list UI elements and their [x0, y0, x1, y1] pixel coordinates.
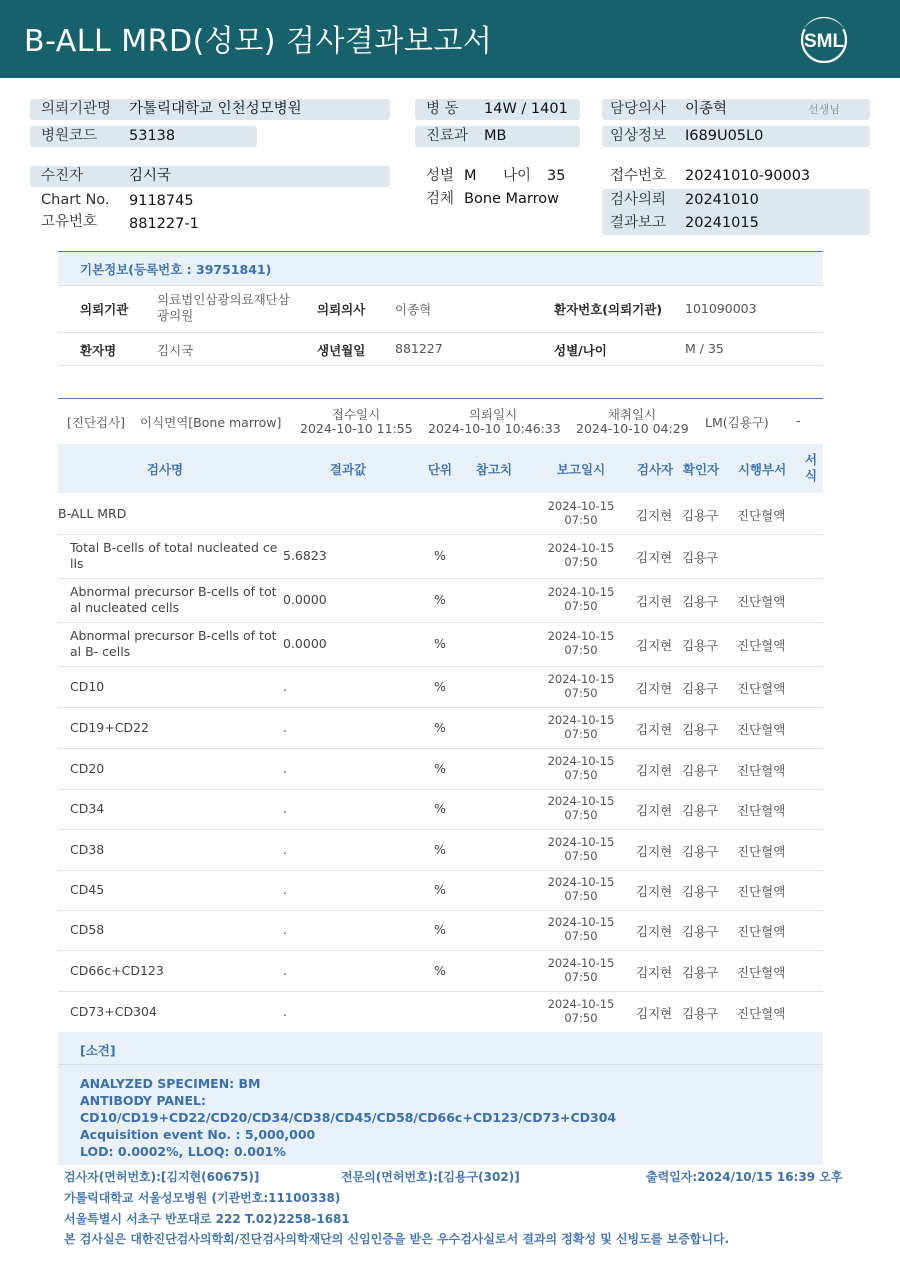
- specimen-label: 검체: [426, 191, 455, 207]
- findings-title: [소견]: [80, 1043, 116, 1058]
- row-result: 5.6823: [283, 548, 327, 563]
- row-divider: [58, 829, 823, 830]
- col-ref: 참고치: [475, 462, 513, 477]
- row-result: .: [283, 841, 287, 857]
- row-test-name: CD19+CD22: [70, 719, 149, 735]
- patient-value: 김시국: [129, 168, 172, 184]
- row-tester: 김지현: [636, 1005, 673, 1021]
- row-tester: 김지현: [636, 843, 673, 859]
- row-report-date: 2024-10-15 07:50: [547, 541, 615, 569]
- row-confirmer: 김용구: [682, 924, 719, 939]
- request-label: 검사의뢰: [610, 192, 667, 208]
- row-confirmer: 김용구: [682, 594, 719, 609]
- col-result: 결과값: [329, 462, 367, 477]
- doctor-label: 담당의사: [610, 101, 667, 117]
- row-result: .: [283, 801, 287, 816]
- row-confirmer: 김용구: [682, 1005, 719, 1021]
- row-dept: 진단혈액: [737, 762, 786, 778]
- age-label: 나이: [503, 168, 532, 184]
- logo-text: SML: [803, 31, 845, 52]
- row-confirmer: 김용구: [682, 964, 719, 980]
- report-label: 결과보고: [610, 215, 667, 231]
- col-name: 검사명: [146, 462, 184, 477]
- row-test-name: CD66c+CD123: [70, 962, 164, 978]
- row-result: .: [283, 922, 287, 937]
- col-date: 보고일시: [556, 462, 606, 477]
- age-value: 35: [547, 168, 566, 184]
- doctor-suffix: 선생님: [808, 103, 840, 116]
- basic-doctor-value: 이종혁: [395, 302, 432, 317]
- row-unit: %: [434, 592, 446, 607]
- row-report-date: 2024-10-15 07:50: [547, 875, 615, 903]
- basic-name-label: 환자명: [80, 343, 117, 358]
- row-confirmer: 김용구: [682, 843, 719, 859]
- report-value: 20241015: [685, 215, 759, 231]
- sex-label: 성별: [426, 168, 455, 184]
- row-unit: %: [434, 922, 446, 937]
- patient-pill: [30, 166, 390, 187]
- basic-info-title: 기본정보(등록번호 : 39751841): [80, 262, 272, 277]
- row-divider: [58, 707, 823, 708]
- code-value: 53138: [129, 128, 176, 144]
- row-result: .: [283, 719, 287, 735]
- col-tester: 검사자: [636, 462, 674, 477]
- basic-pid-label: 환자번호(의뢰기관): [554, 302, 663, 317]
- exam-specimen: 이식면역[Bone marrow]: [140, 415, 282, 430]
- row-dept: 진단혈액: [737, 924, 786, 939]
- row-report-date: 2024-10-15 07:50: [547, 753, 615, 782]
- divider: [58, 332, 823, 333]
- ward-value: 14W / 1401: [484, 101, 568, 117]
- basic-pid-value: 101090003: [685, 301, 757, 316]
- exam-receipt-label: 접수일시: [331, 407, 381, 422]
- row-confirmer: 김용구: [682, 680, 719, 696]
- row-divider: [58, 534, 823, 535]
- inst-value: 가톨릭대학교 인천성모병원: [129, 101, 302, 117]
- exam-category: [진단검사]: [67, 415, 126, 430]
- specimen-value: Bone Marrow: [464, 191, 560, 207]
- row-result: 0.0000: [283, 592, 327, 607]
- row-tester: 김지현: [636, 638, 673, 653]
- footer-hospital: 가톨릭대학교 서울성모병원 (기관번호:11100338): [64, 1191, 341, 1205]
- row-tester: 김지현: [636, 762, 673, 778]
- uid-label: 고유번호: [41, 214, 98, 230]
- col-unit: 단위: [427, 462, 453, 477]
- row-divider: [58, 870, 823, 871]
- divider: [58, 1064, 823, 1065]
- row-test-name: Abnormal precursor B-cells of total B- cells: [70, 628, 277, 659]
- row-result: .: [283, 760, 287, 776]
- row-test-name: CD10: [70, 678, 105, 694]
- row-report-date: 2024-10-15 07:50: [547, 794, 615, 822]
- row-dept: 진단혈액: [737, 1005, 786, 1021]
- exam-dash: -: [796, 413, 801, 428]
- report-header: [0, 0, 900, 78]
- col-confirmer: 확인자: [682, 462, 720, 477]
- findings-line: Acquisition event No. : 5,000,000: [80, 1127, 316, 1142]
- patient-label: 수진자: [41, 168, 84, 184]
- findings-text: [80, 1075, 616, 1160]
- row-tester: 김지현: [636, 924, 673, 939]
- row-test-name: CD58: [70, 922, 105, 937]
- row-unit: %: [434, 719, 446, 735]
- row-tester: 김지현: [636, 507, 673, 523]
- row-divider: [58, 789, 823, 790]
- footer-printed: 출력일자:2024/10/15 16:39 오후: [646, 1170, 843, 1184]
- row-dept: 진단혈액: [737, 803, 786, 818]
- row-report-date: 2024-10-15 07:50: [547, 996, 615, 1025]
- basic-sexage-label: 성별/나이: [554, 343, 607, 358]
- row-result: .: [283, 678, 287, 694]
- chart-value: 9118745: [129, 193, 194, 209]
- row-report-date: 2024-10-15 07:50: [547, 629, 615, 657]
- ward-label: 병 동: [426, 101, 459, 117]
- footer-specialist: 전문의(면허번호):[김용구(302)]: [341, 1170, 520, 1184]
- row-unit: %: [434, 882, 446, 897]
- row-unit: %: [434, 678, 446, 694]
- exam-request-label: 의뢰일시: [468, 407, 518, 422]
- row-unit: %: [434, 636, 446, 651]
- exam-receipt-value: 2024-10-10 11:55: [300, 421, 413, 436]
- sml-logo: [800, 16, 848, 64]
- footer-tester: 검사자(면허번호):[김지현(60675)]: [64, 1170, 260, 1184]
- divider: [58, 365, 823, 366]
- row-report-date: 2024-10-15 07:50: [547, 498, 615, 527]
- row-report-date: 2024-10-15 07:50: [547, 955, 615, 984]
- row-divider: [58, 622, 823, 623]
- row-divider: [58, 950, 823, 951]
- row-unit: %: [434, 760, 446, 776]
- row-tester: 김지현: [636, 550, 673, 565]
- row-dept: 진단혈액: [737, 843, 786, 859]
- row-tester: 김지현: [636, 803, 673, 818]
- row-tester: 김지현: [636, 721, 673, 737]
- row-dept: 진단혈액: [737, 721, 786, 737]
- row-tester: 김지현: [636, 964, 673, 980]
- findings-line: ANALYZED SPECIMEN: BM: [80, 1076, 261, 1091]
- row-dept: 진단혈액: [737, 964, 786, 980]
- receipt-label: 접수번호: [610, 168, 667, 184]
- row-report-date: 2024-10-15 07:50: [547, 671, 615, 700]
- row-tester: 김지현: [636, 594, 673, 609]
- row-divider: [58, 666, 823, 667]
- row-tester: 김지현: [636, 884, 673, 899]
- row-result: .: [283, 962, 287, 978]
- row-tester: 김지현: [636, 680, 673, 696]
- footer-address: 서울특별시 서초구 반포대로 222 T.02)2258-1681: [64, 1212, 350, 1226]
- inst-label: 의뢰기관명: [41, 101, 112, 117]
- row-dept: 진단혈액: [737, 594, 786, 609]
- exam-collect-value: 2024-10-10 04:29: [576, 421, 689, 436]
- basic-dob-label: 생년월일: [317, 343, 366, 358]
- row-test-name: CD38: [70, 841, 105, 857]
- row-confirmer: 김용구: [682, 721, 719, 737]
- basic-sexage-value: M / 35: [685, 341, 724, 356]
- row-dept: 진단혈액: [737, 680, 786, 696]
- row-confirmer: 김용구: [682, 507, 719, 523]
- basic-name-value: 김시국: [157, 343, 194, 358]
- row-result: .: [283, 1003, 287, 1019]
- uid-value: 881227-1: [129, 216, 199, 232]
- row-test-name: CD45: [70, 882, 105, 897]
- row-result: .: [283, 882, 287, 897]
- sex-value: M: [464, 168, 477, 184]
- row-confirmer: 김용구: [682, 550, 719, 565]
- divider: [58, 398, 823, 399]
- row-test-name: CD20: [70, 760, 105, 776]
- exam-collect-label: 채취일시: [607, 407, 657, 422]
- chart-label: Chart No.: [41, 192, 110, 208]
- row-unit: %: [434, 841, 446, 857]
- row-report-date: 2024-10-15 07:50: [547, 712, 615, 741]
- row-dept: 진단혈액: [737, 884, 786, 899]
- row-report-date: 2024-10-15 07:50: [547, 834, 615, 863]
- row-test-name: Abnormal precursor B-cells of total nucleated cells: [70, 584, 277, 615]
- row-unit: %: [434, 962, 446, 978]
- exam-request-value: 2024-10-10 10:46:33: [428, 421, 561, 436]
- row-dept: 진단혈액: [737, 638, 786, 653]
- row-result: 0.0000: [283, 636, 327, 651]
- col-format: 서식: [804, 452, 818, 483]
- basic-inst-value: 의료법인삼광의료재단삼광의원: [157, 292, 290, 323]
- row-confirmer: 김용구: [682, 884, 719, 899]
- clinical-value: I689U05L0: [685, 128, 764, 144]
- findings-line: ANTIBODY PANEL:: [80, 1093, 206, 1108]
- row-confirmer: 김용구: [682, 762, 719, 778]
- row-report-date: 2024-10-15 07:50: [547, 915, 615, 943]
- code-label: 병원코드: [41, 128, 98, 144]
- request-value: 20241010: [685, 192, 759, 208]
- receipt-value: 20241010-90003: [685, 168, 811, 184]
- basic-inst-label: 의뢰기관: [80, 302, 129, 317]
- row-confirmer: 김용구: [682, 638, 719, 653]
- exam-physician: LM(김용구): [705, 415, 769, 430]
- row-divider: [58, 578, 823, 579]
- dept-label: 진료과: [426, 128, 469, 144]
- dept-value: MB: [484, 128, 507, 144]
- row-divider: [58, 748, 823, 749]
- row-dept: 진단혈액: [737, 507, 786, 523]
- row-test-name: CD34: [70, 801, 105, 816]
- row-test-name: Total B-cells of total nucleated cells: [70, 540, 278, 571]
- row-report-date: 2024-10-15 07:50: [547, 585, 615, 613]
- row-test-name: B-ALL MRD: [58, 505, 127, 521]
- row-confirmer: 김용구: [682, 803, 719, 818]
- basic-dob-value: 881227: [395, 341, 443, 356]
- row-divider: [58, 991, 823, 992]
- basic-doctor-label: 의뢰의사: [317, 302, 366, 317]
- row-unit: %: [434, 801, 446, 816]
- clinical-label: 임상정보: [610, 128, 667, 144]
- report-title: B-ALL MRD(성모) 검사결과보고서: [24, 24, 493, 59]
- findings-line: LOD: 0.0002%, LLOQ: 0.001%: [80, 1144, 286, 1159]
- doctor-value: 이종혁: [685, 101, 728, 117]
- row-unit: %: [434, 548, 446, 563]
- row-divider: [58, 910, 823, 911]
- row-test-name: CD73+CD304: [70, 1003, 157, 1019]
- divider: [58, 285, 823, 286]
- col-dept: 시행부서: [737, 462, 787, 477]
- findings-line: CD10/CD19+CD22/CD20/CD34/CD38/CD45/CD58/CD66c+CD123/CD73+CD304: [80, 1110, 617, 1125]
- footer-certification: 본 검사실은 대한진단검사의학회/진단검사의학재단의 신임인증을 받은 우수검사실로서 결과의 정확성 및 신빙도를 보증합니다.: [64, 1232, 730, 1246]
